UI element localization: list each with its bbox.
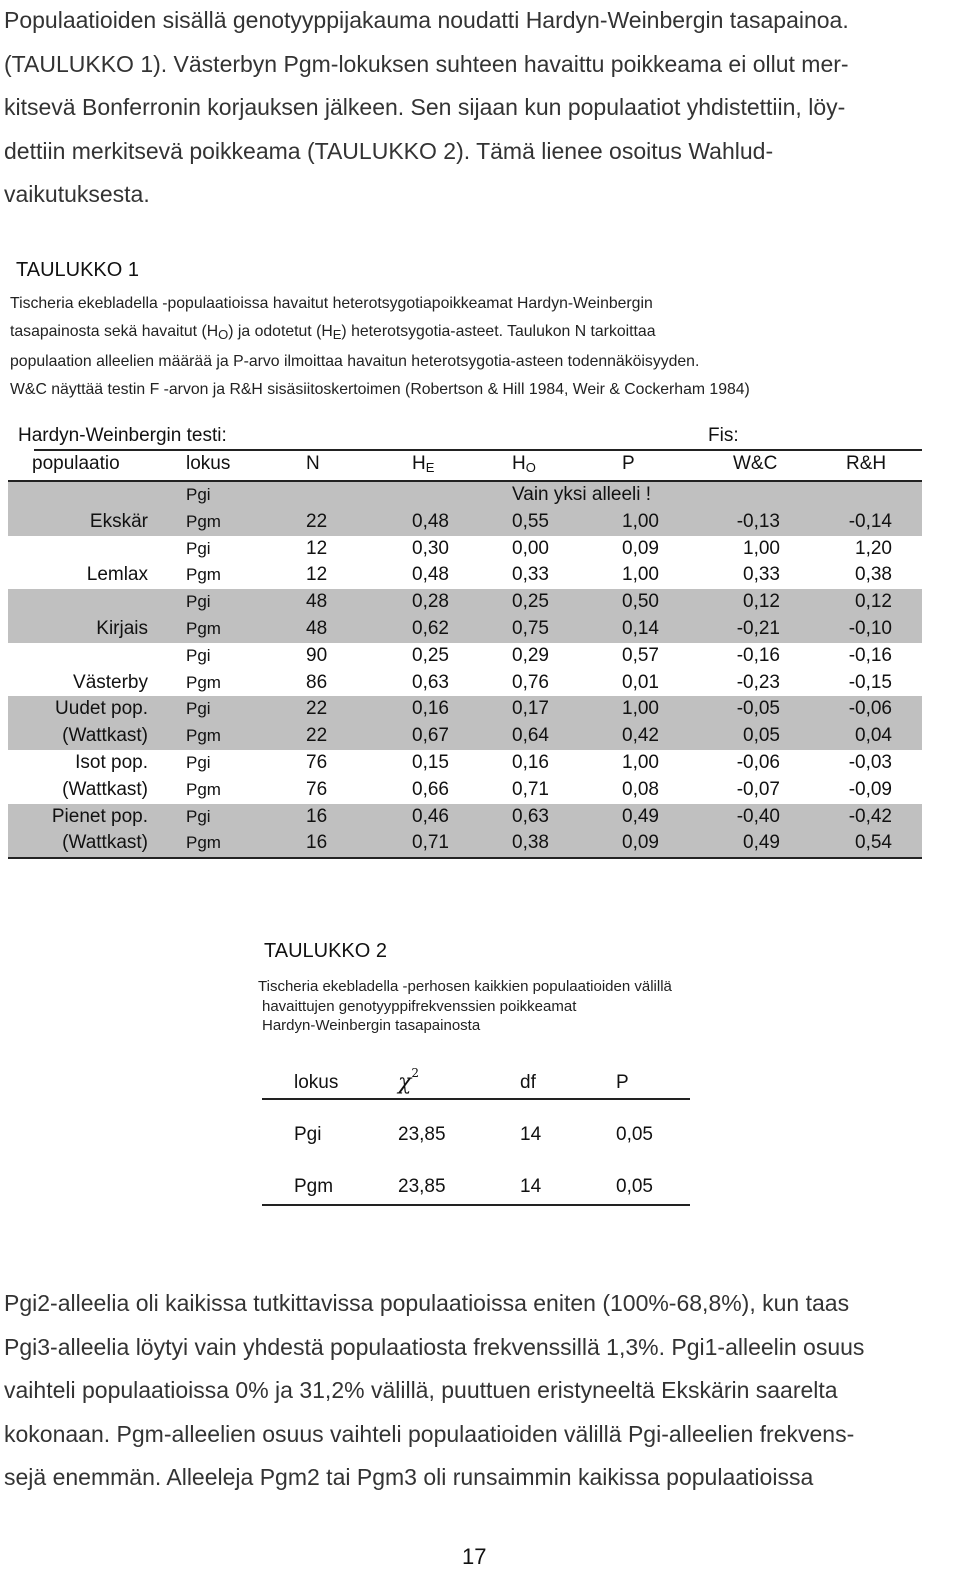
cell-ho: 0,33	[512, 564, 549, 586]
page-number: 17	[462, 1544, 487, 1569]
paragraph-line: Populaatioiden sisällä genotyyppijakauma noudatti Hardyn-Weinbergin tasapainoa.	[4, 7, 849, 33]
table2-caption	[258, 940, 858, 1036]
table1-group-header	[8, 423, 922, 451]
fis-header: Fis:	[708, 425, 739, 446]
col-lokus: lokus	[294, 1072, 339, 1093]
cell-n: 76	[306, 778, 328, 800]
cell-lokus: Pgi	[186, 752, 211, 772]
table1-bottom-rule	[8, 857, 922, 859]
table-row	[8, 777, 922, 804]
cell-n: 22	[306, 698, 328, 720]
cell-populaatio: Ekskär	[89, 510, 148, 532]
cell-lokus: Pgi	[186, 699, 211, 719]
cell-p: 1,00	[622, 751, 659, 773]
cell-p: 0,14	[622, 617, 659, 639]
cell-df: 14	[520, 1124, 542, 1145]
cell-p: 0,50	[622, 591, 659, 613]
cell-n: 22	[306, 725, 328, 747]
table-row	[262, 1152, 690, 1206]
results-paragraph	[4, 1282, 952, 1500]
cell-n: 48	[306, 617, 328, 639]
cell-n: 86	[306, 671, 328, 693]
cell-wc: -0,06	[736, 751, 780, 773]
caption-line	[10, 318, 950, 349]
table-row	[8, 750, 922, 777]
paragraph-line: sejä enemmän. Alleeleja Pgm2 tai Pgm3 oli runsaimmin kaikissa populaatioissa	[4, 1464, 814, 1490]
cell-he: 0,48	[412, 564, 449, 586]
paragraph-line: kitsevä Bonferronin korjauksen jälkeen. Sen sijaan kun populaatiot yhdistettiin, löy-	[4, 94, 846, 120]
cell-lokus: Pgm	[186, 565, 221, 585]
col-n: N	[306, 453, 320, 474]
caption-line: Tischeria ekebladella -perhosen kaikkien populaatioiden välillä	[258, 978, 672, 995]
col-ho	[512, 453, 536, 475]
cell-p: 0,49	[622, 805, 659, 827]
cell-ho: 0,76	[512, 671, 549, 693]
col-ho-sub: O	[525, 460, 536, 475]
cell-wc: -0,40	[736, 805, 780, 827]
caption-subscript: O	[218, 326, 229, 342]
cell-lokus: Pgm	[186, 511, 221, 531]
cell-p: 0,42	[622, 725, 659, 747]
table1-description	[10, 290, 950, 403]
hw-test-header: Hardyn-Weinbergin testi:	[18, 425, 227, 446]
cell-n: 22	[306, 510, 328, 532]
paragraph-line: kokonaan. Pgm-alleelien osuus vaihteli populaatioiden välillä Pgi-alleelien frekvens-	[4, 1420, 855, 1447]
cell-wc: -0,07	[736, 778, 780, 800]
cell-populaatio: (Wattkast)	[62, 725, 148, 747]
paragraph-line: vaihteli populaatioissa 0% ja 31,2% välillä, puuttuen eristyneeltä Ekskärin saarelta	[4, 1377, 838, 1403]
table-row	[8, 536, 922, 563]
caption-subscript: E	[332, 326, 342, 342]
cell-df: 14	[520, 1176, 542, 1197]
col-ho-main: H	[512, 453, 526, 474]
cell-rh: 0,04	[855, 725, 892, 747]
cell-populaatio: Lemlax	[86, 564, 148, 586]
cell-rh: -0,06	[848, 698, 892, 720]
cell-he: 0,15	[412, 751, 449, 773]
cell-lokus: Pgi	[186, 485, 211, 504]
table-row	[8, 589, 922, 616]
caption-text: ) ja odotetut (H	[228, 322, 333, 340]
cell-rh: 0,54	[855, 832, 892, 854]
cell-chi: 23,85	[398, 1176, 446, 1197]
cell-ho: Vain yksi alleeli !	[512, 484, 652, 505]
cell-n: 16	[306, 805, 328, 827]
cell-wc: -0,05	[736, 698, 780, 720]
cell-lokus: Pgm	[294, 1176, 334, 1197]
cell-p: 1,00	[622, 698, 659, 720]
cell-he: 0,30	[412, 537, 449, 559]
col-p: P	[616, 1072, 629, 1093]
col-chi-square	[398, 1066, 419, 1095]
cell-ho: 0,29	[512, 644, 549, 666]
table-row	[8, 670, 922, 697]
cell-n: 16	[306, 832, 328, 854]
cell-n: 90	[306, 644, 328, 666]
chi-symbol: χ	[398, 1070, 412, 1095]
cell-p: 0,09	[622, 832, 659, 854]
cell-rh: -0,10	[848, 617, 892, 639]
cell-ho: 0,00	[512, 537, 549, 559]
cell-populaatio: Västerby	[73, 671, 148, 693]
caption-line: populaation alleelien määrää ja P-arvo ilmoittaa havaitun heterotsygotia-asteen todennäköisyyden.	[10, 353, 700, 370]
cell-n: 12	[306, 537, 328, 559]
cell-rh: 0,12	[855, 591, 892, 613]
col-he	[412, 453, 434, 475]
paragraph-line: Pgi3-alleelia löytyi vain yhdestä populaatiosta frekvenssillä 1,3%. Pgi1-alleelin osuus	[4, 1333, 865, 1360]
table-row	[262, 1100, 690, 1152]
cell-populaatio: (Wattkast)	[62, 832, 148, 854]
cell-lokus: Pgm	[186, 618, 221, 638]
cell-populaatio: Pienet pop.	[51, 805, 148, 827]
cell-chi: 23,85	[398, 1124, 446, 1145]
cell-he: 0,46	[412, 805, 449, 827]
cell-he: 0,25	[412, 644, 449, 666]
col-he-main: H	[412, 453, 426, 474]
cell-he: 0,16	[412, 698, 449, 720]
table-row	[8, 723, 922, 750]
cell-he: 0,66	[412, 778, 449, 800]
cell-populaatio: (Wattkast)	[62, 778, 148, 800]
cell-he: 0,67	[412, 725, 449, 747]
cell-ho: 0,75	[512, 617, 549, 639]
cell-he: 0,71	[412, 832, 449, 854]
cell-wc: -0,21	[736, 617, 780, 639]
caption-line: Hardyn-Weinbergin tasapainosta	[262, 1017, 481, 1034]
cell-rh: 0,38	[855, 564, 892, 586]
cell-lokus: Pgi	[186, 806, 211, 826]
cell-wc: -0,23	[736, 671, 780, 693]
col-df: df	[520, 1072, 536, 1093]
cell-he: 0,28	[412, 591, 449, 613]
table-row	[8, 830, 922, 857]
col-lokus: lokus	[186, 453, 231, 474]
cell-populaatio: Isot pop.	[75, 751, 148, 773]
table2-description	[258, 977, 858, 1036]
cell-ho: 0,16	[512, 751, 549, 773]
col-p: P	[622, 453, 635, 474]
caption-line: havaittujen genotyyppifrekvenssien poikkeamat	[262, 997, 577, 1015]
cell-p: 0,05	[616, 1176, 653, 1197]
caption-text: tasapainosta sekä havaitut (H	[10, 322, 219, 340]
intro-paragraph	[4, 0, 952, 217]
col-he-sub: E	[425, 460, 435, 475]
table1-body	[8, 482, 922, 857]
cell-lokus: Pgm	[186, 779, 221, 799]
cell-lokus: Pgi	[186, 592, 211, 612]
caption-text: ) heterotsygotia-asteet. Taulukon N tarkoittaa	[341, 322, 656, 340]
cell-ho: 0,38	[512, 832, 549, 854]
cell-rh: -0,42	[848, 805, 892, 827]
table-row	[8, 562, 922, 589]
cell-rh: -0,09	[848, 778, 892, 800]
paragraph-line: vaikutuksesta.	[4, 181, 150, 207]
cell-rh: -0,15	[848, 671, 892, 693]
table2-title: TAULUKKO 2	[264, 940, 387, 962]
caption-line: W&C näyttää testin F -arvon ja R&H sisäsiitoskertoimen (Robertson & Hill 1984, Weir & Cockerham 1984)	[10, 380, 750, 398]
table2-column-header	[262, 1068, 690, 1100]
cell-p: 0,05	[616, 1124, 653, 1145]
cell-wc: 1,00	[743, 537, 780, 559]
table1-column-header	[8, 451, 922, 482]
cell-rh: -0,16	[848, 644, 892, 666]
cell-rh: -0,03	[848, 751, 892, 773]
cell-ho: 0,55	[512, 510, 549, 532]
table1-caption	[10, 259, 950, 403]
col-populaatio: populaatio	[32, 453, 120, 474]
cell-wc: 0,49	[743, 832, 780, 854]
table1	[8, 423, 922, 859]
table1-title: TAULUKKO 1	[16, 259, 139, 281]
paragraph-line: dettiin merkitsevä poikkeama (TAULUKKO 2). Tämä lienee osoitus Wahlud-	[4, 137, 774, 164]
table-row	[8, 696, 922, 723]
cell-ho: 0,64	[512, 725, 549, 747]
cell-wc: 0,12	[743, 591, 780, 613]
table-row	[8, 509, 922, 536]
cell-lokus: Pgi	[294, 1124, 322, 1145]
cell-he: 0,48	[412, 510, 449, 532]
cell-lokus: Pgm	[186, 726, 221, 746]
cell-wc: 0,05	[743, 725, 780, 747]
cell-rh: 1,20	[855, 537, 892, 559]
cell-p: 0,01	[622, 671, 659, 693]
cell-p: 0,08	[622, 778, 659, 800]
cell-ho: 0,71	[512, 778, 549, 800]
cell-rh: -0,14	[848, 510, 892, 532]
cell-n: 76	[306, 751, 328, 773]
cell-lokus: Pgm	[186, 672, 221, 692]
table-row	[8, 482, 922, 509]
cell-n: 48	[306, 591, 328, 613]
cell-n: 12	[306, 564, 328, 586]
table-row	[8, 804, 922, 831]
paragraph-line: (TAULUKKO 1). Västerbyn Pgm-lokuksen suhteen havaittu poikkeama ei ollut mer-	[4, 50, 849, 77]
cell-he: 0,62	[412, 617, 449, 639]
cell-wc: 0,33	[743, 564, 780, 586]
cell-ho: 0,63	[512, 805, 549, 827]
cell-he: 0,63	[412, 671, 449, 693]
caption-line: Tischeria ekebladella -populaatioissa havaitut heterotsygotiapoikkeamat Hardyn-Weinbergin	[10, 295, 653, 312]
table2	[262, 1068, 690, 1206]
cell-p: 0,57	[622, 644, 659, 666]
table-row	[8, 643, 922, 670]
cell-lokus: Pgm	[186, 833, 221, 853]
cell-lokus: Pgi	[186, 645, 211, 665]
col-rh: R&H	[846, 453, 887, 474]
cell-wc: -0,16	[736, 644, 780, 666]
cell-ho: 0,25	[512, 591, 549, 613]
chi-superscript: 2	[411, 1066, 419, 1080]
cell-populaatio: Kirjais	[96, 617, 148, 639]
cell-ho: 0,17	[512, 698, 549, 720]
cell-wc: -0,13	[736, 510, 780, 532]
table-row	[8, 616, 922, 643]
cell-populaatio: Uudet pop.	[55, 698, 148, 720]
paragraph-line: Pgi2-alleelia oli kaikissa tutkittavissa populaatioissa eniten (100%-68,8%), kun taas	[4, 1290, 850, 1316]
cell-p: 1,00	[622, 510, 659, 532]
cell-p: 1,00	[622, 564, 659, 586]
cell-lokus: Pgi	[186, 538, 211, 558]
cell-p: 0,09	[622, 537, 659, 559]
col-wc: W&C	[733, 453, 778, 474]
